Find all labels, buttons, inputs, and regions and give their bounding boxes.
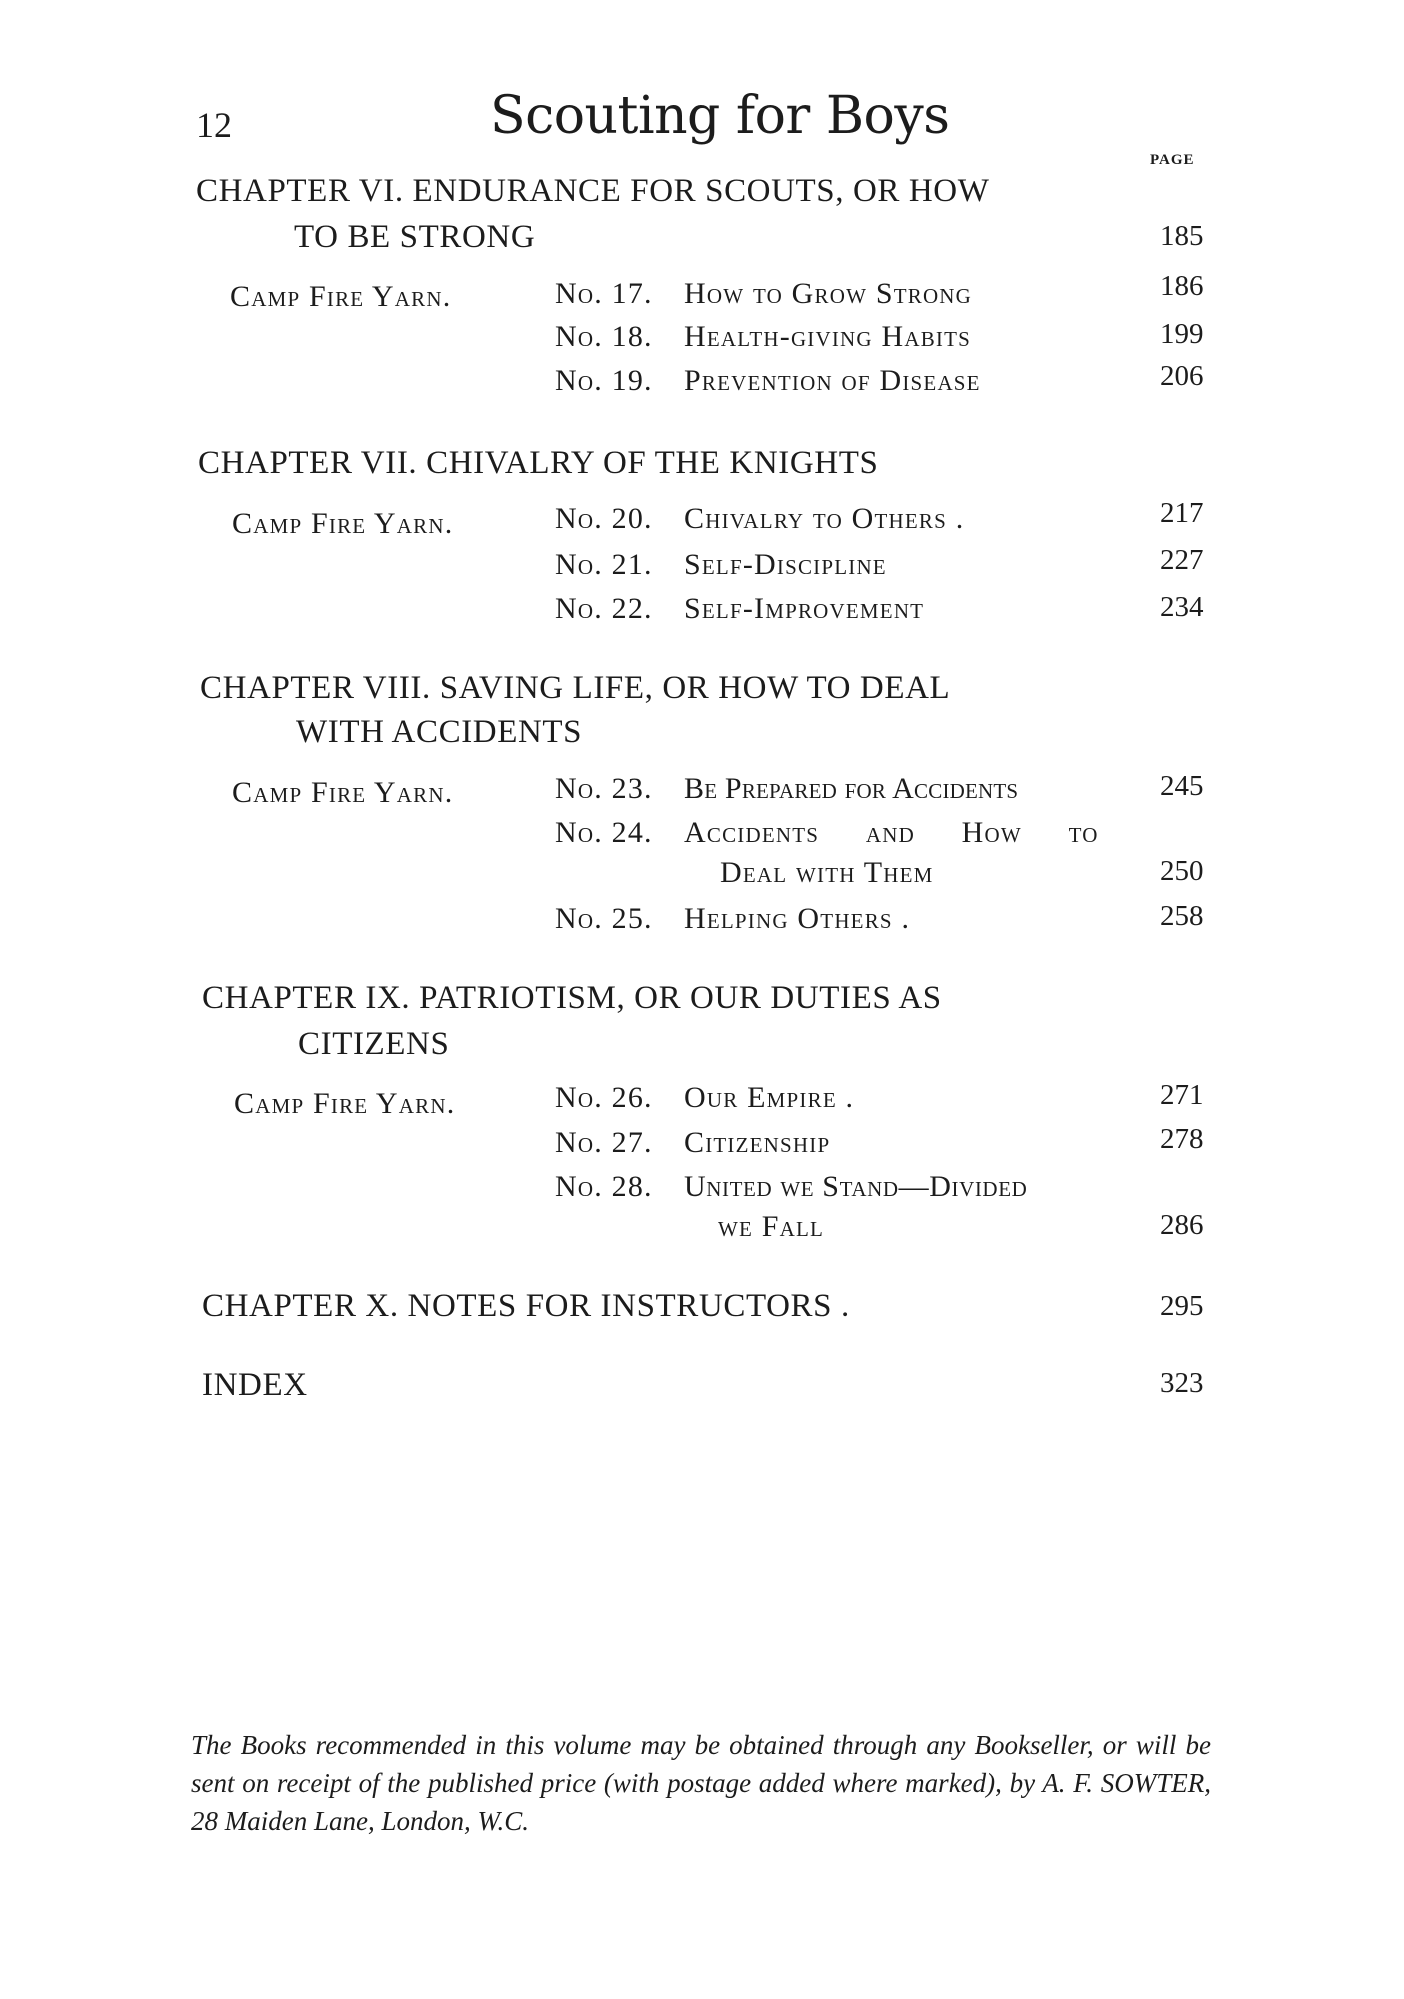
yarn-number: No. 25. — [555, 902, 653, 935]
chapter-page: 295 — [1160, 1290, 1204, 1322]
page-number: 12 — [196, 105, 232, 145]
yarn-number: No. 18. — [555, 320, 653, 353]
chapter-heading-cont: WITH ACCIDENTS — [296, 714, 583, 750]
yarn-page: 234 — [1160, 591, 1204, 623]
yarn-number: No. 19. — [555, 364, 653, 397]
yarn-title: Health-giving Habits — [684, 320, 972, 353]
chapter-heading-cont: TO BE STRONG — [294, 219, 536, 255]
yarn-title: Citizenship — [684, 1126, 831, 1159]
yarn-page: 206 — [1160, 360, 1204, 392]
yarn-title: Self-Discipline — [684, 548, 887, 581]
chapter-page: 185 — [1160, 220, 1204, 252]
yarn-title: Self-Improvement — [684, 592, 925, 625]
chapter-heading-cont: CITIZENS — [298, 1026, 450, 1062]
chapter-heading: CHAPTER X. NOTES FOR INSTRUCTORS . — [202, 1288, 850, 1324]
yarn-number: No. 24. — [555, 816, 653, 849]
yarn-page: 258 — [1160, 900, 1204, 932]
yarn-title-cont: Deal with Them — [720, 856, 934, 889]
yarn-page: 278 — [1160, 1123, 1204, 1155]
yarn-title: Helping Others . — [684, 902, 911, 935]
yarn-title: Be Prepared for Accidents — [684, 772, 1019, 805]
yarn-page: 286 — [1160, 1209, 1204, 1241]
yarn-title: Prevention of Disease — [684, 364, 981, 397]
page-column-label: PAGE — [1150, 152, 1195, 168]
chapter-heading: CHAPTER VIII. SAVING LIFE, OR HOW TO DEAL — [200, 670, 951, 706]
yarn-page: 271 — [1160, 1079, 1204, 1111]
yarn-number: No. 23. — [555, 772, 653, 805]
yarn-label: Camp Fire Yarn. — [232, 507, 454, 540]
running-title: Scouting for Boys — [490, 86, 950, 146]
yarn-label: Camp Fire Yarn. — [232, 776, 454, 809]
yarn-number: No. 21. — [555, 548, 653, 581]
chapter-heading: CHAPTER VII. CHIVALRY OF THE KNIGHTS — [198, 445, 879, 481]
index-heading: INDEX — [202, 1367, 308, 1403]
yarn-label: Camp Fire Yarn. — [234, 1087, 456, 1120]
yarn-title: How to Grow Strong — [684, 277, 973, 310]
yarn-label: Camp Fire Yarn. — [230, 280, 452, 313]
yarn-number: No. 28. — [555, 1170, 653, 1203]
yarn-page: 217 — [1160, 497, 1204, 529]
footnote: The Books recommended in this volume may be obtained through any Bookseller, or will be sent on receipt of the published price (with postage added where marked), by A. F. SOWTER, 28 Maiden Lane, London, W.C. — [191, 1730, 1211, 1836]
yarn-title: Our Empire . — [684, 1081, 855, 1114]
yarn-page: 227 — [1160, 544, 1204, 576]
yarn-number: No. 26. — [555, 1081, 653, 1114]
yarn-page: 250 — [1160, 855, 1204, 887]
yarn-title: Chivalry to Others . — [684, 502, 965, 535]
yarn-page: 245 — [1160, 770, 1204, 802]
yarn-number: No. 27. — [555, 1126, 653, 1159]
yarn-number: No. 17. — [555, 277, 653, 310]
index-page: 323 — [1160, 1367, 1204, 1399]
chapter-heading: CHAPTER VI. ENDURANCE FOR SCOUTS, OR HOW — [196, 173, 990, 209]
yarn-page: 186 — [1160, 270, 1204, 302]
yarn-title: United we Stand—Divided — [684, 1170, 1028, 1203]
yarn-page: 199 — [1160, 318, 1204, 350]
yarn-title: Accidents and How to — [684, 816, 1099, 849]
yarn-number: No. 20. — [555, 502, 653, 535]
chapter-heading: CHAPTER IX. PATRIOTISM, OR OUR DUTIES AS — [202, 980, 942, 1016]
yarn-number: No. 22. — [555, 592, 653, 625]
yarn-title-cont: we Fall — [718, 1210, 825, 1243]
